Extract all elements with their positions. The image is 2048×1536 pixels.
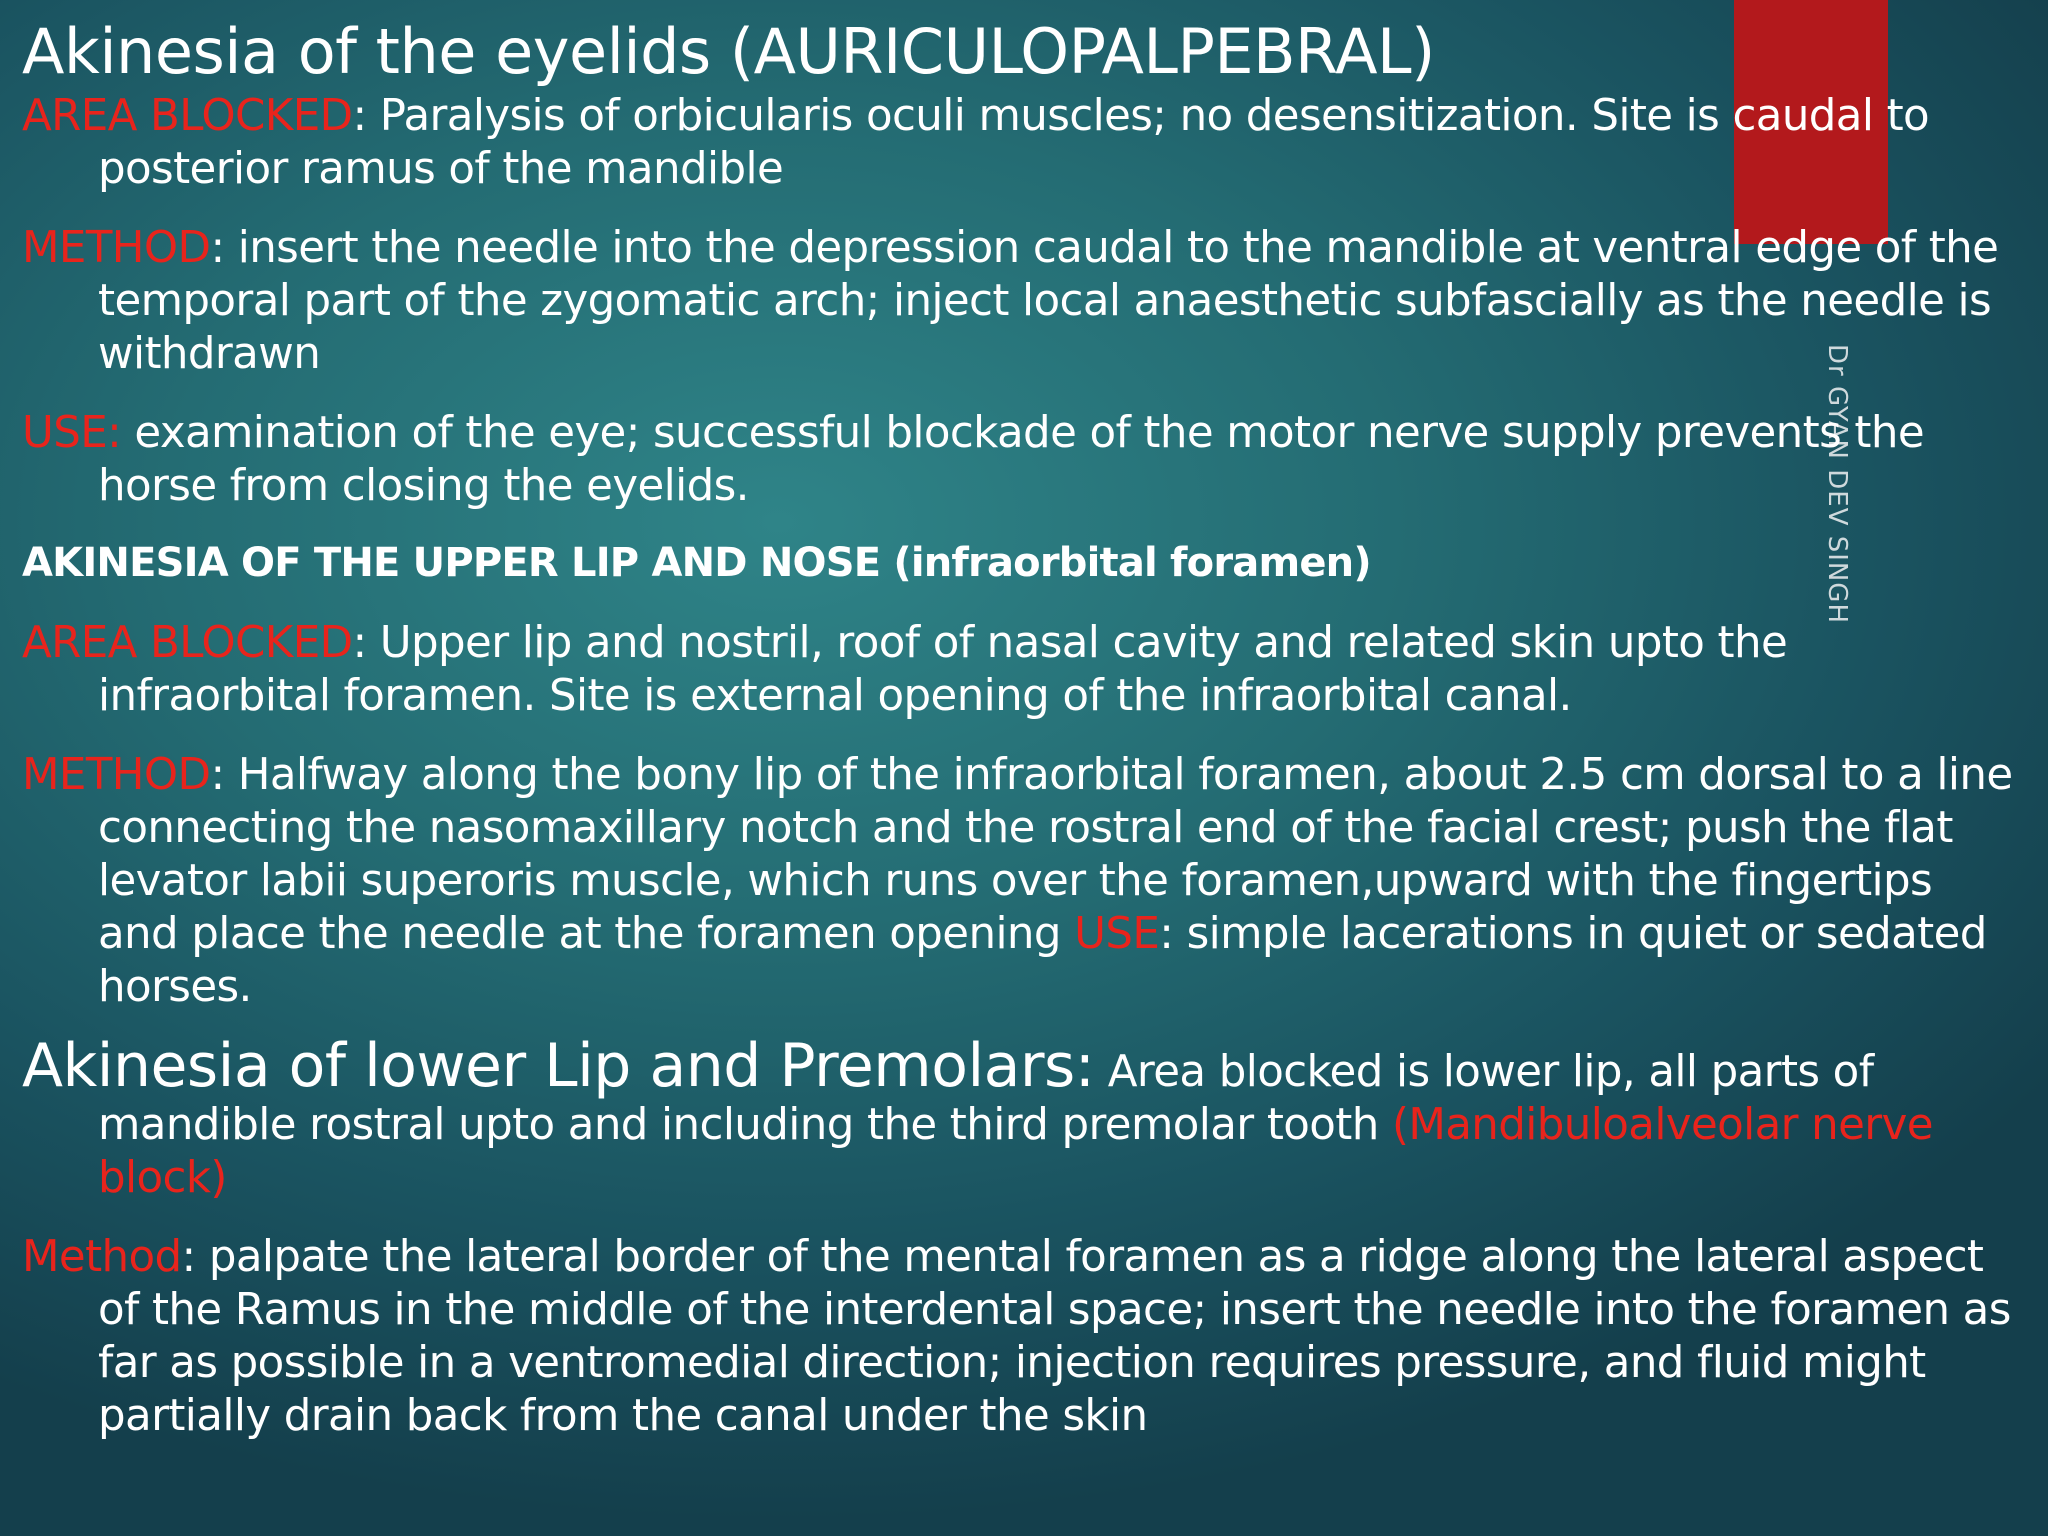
upper-lip-method xyxy=(22,749,2022,1014)
area-blocked-label: AREA BLOCKED xyxy=(22,91,353,141)
method-text: : insert the needle into the depression caudal to the mandible at ventral edge of the temporal part of the zygomatic arch; inject local anaesthetic subfascially as the needle is withdrawn xyxy=(98,223,1999,379)
lower-lip-method xyxy=(22,1231,2022,1443)
area-blocked-text: : Paralysis of orbicularis oculi muscles; no desensitization. Site is caudal to posterior ramus of the mandible xyxy=(98,91,1930,194)
upper-lip-heading: AKINESIA OF THE UPPER LIP AND NOSE (infraorbital foramen) xyxy=(22,540,1371,586)
method-label: METHOD xyxy=(22,750,211,800)
slide-title: Akinesia of the eyelids (AURICULOPALPEBRAL) xyxy=(22,15,1435,88)
area-blocked-text: : Upper lip and nostril, roof of nasal cavity and related skin upto the infraorbital foramen. Site is external opening of the infraorbital canal. xyxy=(98,618,1788,721)
lower-lip-area-text: Area blocked is lower lip, all parts of mandible rostral upto and including the third premolar tooth xyxy=(98,1047,1874,1150)
eyelid-use xyxy=(22,407,2022,513)
nerve-block-name: (Mandibuloalveolar nerve block) xyxy=(98,1100,1933,1203)
lower-lip-heading: Akinesia of lower Lip and Premolars: xyxy=(22,1031,1095,1101)
eyelid-method xyxy=(22,222,2022,381)
upper-lip-area-blocked xyxy=(22,617,2022,723)
use-label: USE xyxy=(1074,909,1160,959)
use-label: USE: xyxy=(22,408,122,458)
use-text: examination of the eye; successful blockade of the motor nerve supply prevents the horse from closing the eyelids. xyxy=(98,408,1924,511)
eyelid-area-blocked xyxy=(22,90,2022,196)
method-label: Method xyxy=(22,1232,182,1282)
lower-lip-section xyxy=(22,1031,2022,1205)
area-blocked-label: AREA BLOCKED xyxy=(22,618,353,668)
method-text: : Halfway along the bony lip of the infraorbital foramen, about 2.5 cm dorsal to a line connecting the nasomaxillary notch and the rostral end of the facial crest; push the flat levator labii superoris muscle, which runs over the foramen,upward with the fingertips and place the needle at the foramen opening xyxy=(98,750,2013,959)
method-label: METHOD xyxy=(22,223,211,273)
author-vertical-text: Dr GYAN DEV SINGH xyxy=(1822,344,1852,625)
method-text: : palpate the lateral border of the mental foramen as a ridge along the lateral aspect of the Ramus in the middle of the interdental space; insert the needle into the foramen as far as possible in a ventromedial direction; injection requires pressure, and fluid might partially drain back from the canal under the skin xyxy=(98,1232,2011,1441)
slide-content xyxy=(22,14,2022,1443)
use-text: : simple lacerations in quiet or sedated horses. xyxy=(98,909,1987,1012)
